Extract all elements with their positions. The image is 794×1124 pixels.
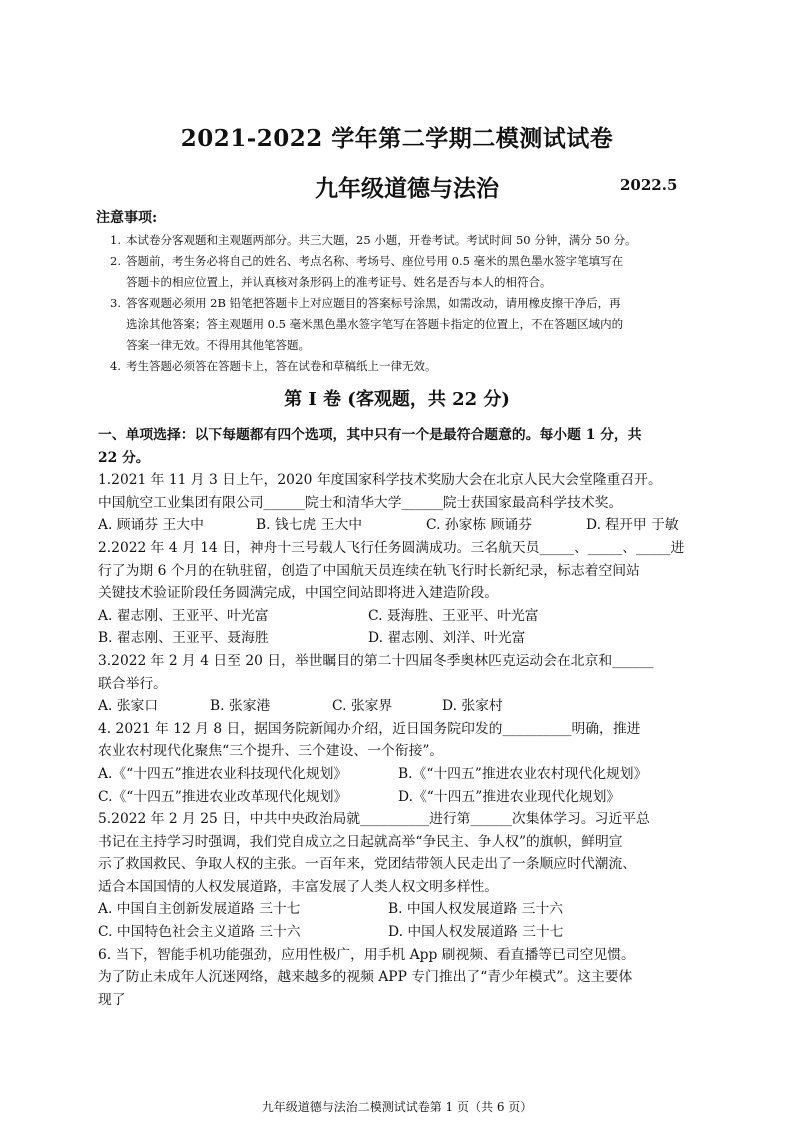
option-d: D.《“十四五”推进农业现代化规划》 xyxy=(398,788,621,805)
question-4-options xyxy=(98,786,700,809)
question-4-text: 农业农村现代化聚焦“三个提升、三个建设、一个衔接”。 xyxy=(98,743,444,760)
note-line: 选涂其他答案；答主观题用 0.5 毫米黑色墨水签字笔写在答题卡指定的位置上，不在答题区域内的 xyxy=(126,317,624,331)
question-1-text: 1.2021 年 11 月 3 日上午，2020 年度国家科学技术奖励大会在北京人民大会堂隆重召开。 xyxy=(98,472,662,489)
exam-subject: 九年级道德与法治 xyxy=(315,175,499,202)
note-line: 答题前，考生务必将自己的姓名、考点名称、考场号、座位号用 0.5 毫米的黑色墨水签字笔填写在 xyxy=(126,254,624,268)
option-a: A. 顾诵芬 王大中 xyxy=(98,517,204,534)
question-2-options xyxy=(98,627,700,650)
question-2-options xyxy=(98,605,700,628)
option-c: C. 张家界 xyxy=(332,698,393,715)
option-a: A.《“十四五”推进农业科技现代化规划》 xyxy=(98,765,348,782)
question-3-text: 联合举行。 xyxy=(98,675,167,692)
question-3-text: 3.2022 年 2 月 4 日至 20 日，举世瞩目的第二十四届冬季奥林匹克运动会在北京和______ xyxy=(98,652,654,669)
note-line: 答客观题必须用 2B 铅笔把答题卡上对应题目的答案标号涂黑，如需改动，请用橡皮擦干净后，再 xyxy=(126,296,621,310)
question-5-options xyxy=(98,921,700,944)
notes-list xyxy=(110,230,710,377)
question-5-text: 5.2022 年 2 月 25 日，中共中央政治局就__________进行第______次集体学习。习近平总 xyxy=(98,811,650,828)
note-line: 答案一律无效。不得用其他笔答题。 xyxy=(126,338,310,352)
option-c: C. 聂海胜、王亚平、叶光富 xyxy=(368,607,539,624)
note-item xyxy=(110,230,710,251)
note-line: 答题卡的相应位置上，并认真核对条形码上的准考证号、姓名是否与本人的相符合。 xyxy=(126,275,552,289)
note-number: 3. xyxy=(110,296,121,310)
question-2-text: 关键技术验证阶段任务圆满完成，中国空间站即将进入建造阶段。 xyxy=(98,585,499,602)
question-1-options xyxy=(98,514,700,537)
notes-heading: 注意事项: xyxy=(96,210,158,226)
question-5-text: 适合本国国情的人权发展道路，丰富发展了人类人权文明多样性。 xyxy=(98,878,499,895)
question-6-text: 现了 xyxy=(98,991,126,1008)
option-d: D. 张家村 xyxy=(442,698,503,715)
note-line: 本试卷分客观题和主观题两部分。共三大题，25 小题，开卷考试。考试时间 50 分钟，满分 50 分。 xyxy=(126,233,637,247)
note-number: 2. xyxy=(110,254,121,268)
exam-date: 2022.5 xyxy=(620,176,678,194)
question-3-options xyxy=(98,695,700,718)
question-5-text: 书记在主持学习时强调，我们党自成立之日起就高举“争民主、争人权”的旗帜，鲜明宣 xyxy=(98,833,623,850)
option-b: B. 翟志刚、王亚平、聂海胜 xyxy=(98,630,269,647)
exam-title: 2021-2022 学年第二学期二模测试试卷 xyxy=(180,125,614,152)
option-d: D. 中国人权发展道路 三十七 xyxy=(388,924,564,941)
question-6-text: 为了防止未成年人沉迷网络，越来越多的视频 APP 专门推出了“青少年模式”。这主要体 xyxy=(98,969,633,986)
option-b: B. 中国人权发展道路 三十六 xyxy=(388,901,564,918)
option-a: A. 中国自主创新发展道路 三十七 xyxy=(98,901,301,918)
note-line: 考生答题必须答在答题卡上，答在试卷和草稿纸上一律无效。 xyxy=(126,359,437,373)
question-5-options xyxy=(98,898,700,921)
option-c: C.《“十四五”推进农业改革现代化规划》 xyxy=(98,788,348,805)
note-item xyxy=(110,356,710,377)
question-4-options xyxy=(98,763,700,786)
question-2-text: 行了为期 6 个月的在轨驻留，创造了中国航天员连续在轨飞行时长新纪录，标志着空间站 xyxy=(98,562,640,579)
part-instruction: 一、单项选择：以下每题都有四个选项，其中只有一个是最符合题意的。每小题 1 分，共 xyxy=(98,427,642,443)
question-5-text: 示了救国救民、争取人权的主张。一百年来，党团结带领人民走出了一条顺应时代潮流、 xyxy=(98,856,637,873)
page-footer: 九年级道德与法治二模测试试卷第 1 页（共 6 页） xyxy=(261,1100,533,1114)
question-6-text: 6. 当下，智能手机功能强劲，应用性极广，用手机 App 刷视频、看直播等已司空见惯。 xyxy=(98,946,635,963)
option-a: A. 张家口 xyxy=(98,698,159,715)
option-b: B.《“十四五”推进农业农村现代化规划》 xyxy=(398,765,648,782)
note-item xyxy=(110,251,710,293)
section-title: 第 I 卷 (客观题，共 22 分) xyxy=(284,389,510,410)
option-b: B. 张家港 xyxy=(210,698,271,715)
question-2-text: 2.2022 年 4 月 14 日，神舟十三号载人飞行任务圆满成功。三名航天员_____、_____、_____进 xyxy=(98,539,685,556)
option-d: D. 翟志刚、刘洋、叶光富 xyxy=(368,630,526,647)
question-area xyxy=(98,424,700,1011)
option-c: C. 孙家栋 顾诵芬 xyxy=(426,517,533,534)
part-instruction: 22 分。 xyxy=(98,449,150,466)
note-number: 4. xyxy=(110,359,121,373)
question-4-text: 4. 2021 年 12 月 8 日，据国务院新闻办介绍，近日国务院印发的__________明确，推进 xyxy=(98,720,641,737)
note-item xyxy=(110,293,710,356)
option-b: B. 钱七虎 王大中 xyxy=(256,517,363,534)
question-1-text: 中国航空工业集团有限公司______院士和清华大学______院士获国家最高科学技术奖。 xyxy=(98,494,623,511)
option-c: C. 中国特色社会主义道路 三十六 xyxy=(98,924,301,941)
note-number: 1. xyxy=(110,233,121,247)
option-a: A. 翟志刚、王亚平、叶光富 xyxy=(98,607,269,624)
option-d: D. 程开甲 于敏 xyxy=(586,517,679,534)
